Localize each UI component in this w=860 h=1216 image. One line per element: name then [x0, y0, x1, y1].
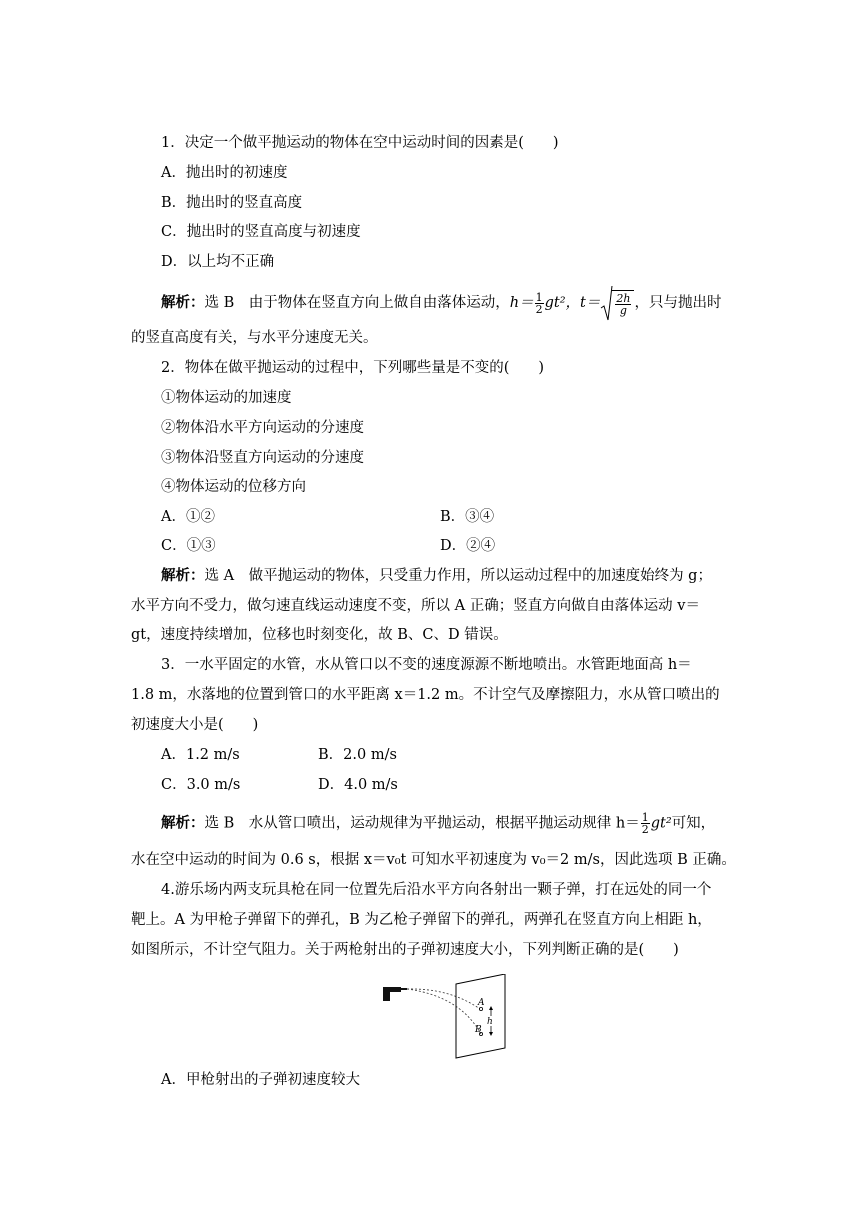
- q3-option-d: D．4.0 m/s: [318, 777, 398, 793]
- analysis-label: 解析：: [161, 567, 205, 584]
- q4-stem-line3: 如图所示，不计空气阻力。关于两枪射出的子弹初速度大小，下列判断正确的是( ): [131, 942, 679, 958]
- fraction-half: $\frac{1}{2}$: [535, 290, 543, 316]
- q2-option-a: A．①②: [161, 509, 215, 525]
- q1-option-b: B．抛出时的竖直高度: [161, 195, 303, 211]
- q2-option-b: B．③④: [440, 509, 495, 525]
- q2-item-3: ③物体沿竖直方向运动的分速度: [161, 450, 364, 466]
- q3-option-c: C．3.0 m/s: [161, 777, 241, 793]
- q2-analysis-line3: gt，速度持续增加，位移也时刻变化，故 B、C、D 错误。: [131, 627, 508, 643]
- formula-t: ，t＝: [565, 295, 601, 311]
- q2-analysis-line2: 水平方向不受力，做匀速直线运动速度不变，所以 A 正确；竖直方向做自由落体运动 v＝: [131, 598, 700, 614]
- q2-item-2: ②物体沿水平方向运动的分速度: [161, 420, 364, 436]
- q2-item-1: ①物体运动的加速度: [161, 390, 292, 406]
- q1-option-a: A．抛出时的初速度: [161, 165, 288, 181]
- q3-analysis-line2: 水在空中运动的时间为 0.6 s，根据 x＝v₀t 可知水平初速度为 v₀＝2 m/s，因此选项 B 正确。: [131, 852, 736, 868]
- q1-option-d: D．以上均不正确: [161, 254, 275, 270]
- q1-analysis-line2: 的竖直高度有关，与水平分速度无关。: [131, 330, 378, 346]
- analysis-label: 解析：: [161, 814, 205, 832]
- label-a: A: [478, 998, 485, 1008]
- label-h: h: [487, 1017, 493, 1027]
- q3-stem-line1: 3．一水平固定的水管，水从管口以不变的速度源源不断地喷出。水管距地面高 h＝: [161, 657, 692, 673]
- q4-stem-line1: 4.游乐场内两支玩具枪在同一位置先后沿水平方向各射出一颗子弹，打在远处的同一个: [161, 882, 712, 898]
- analysis-text: 选 B 由于物体在竖直方向上做自由落体运动，: [204, 295, 510, 311]
- fraction-half: $\frac{1}{2}$: [641, 811, 649, 836]
- toy-gun-target-figure: [380, 974, 540, 1060]
- q1-stem: 1．决定一个做平抛运动的物体在空中运动时间的因素是( ): [161, 135, 559, 151]
- q3-option-b: B．2.0 m/s: [318, 747, 397, 763]
- formula-h: h＝: [509, 295, 534, 311]
- q1-analysis-line1: [161, 290, 721, 316]
- q3-option-a: A．1.2 m/s: [161, 747, 240, 763]
- q2-item-4: ④物体运动的位移方向: [161, 479, 306, 495]
- analysis-label: 解析：: [161, 294, 205, 311]
- sqrt-sign-icon: [600, 286, 613, 322]
- q3-stem-line3: 初速度大小是( ): [131, 717, 259, 733]
- q3-stem-line2: 1.8 m，水落地的位置到管口的水平距离 x＝1.2 m。不计空气及摩擦阻力，水从管口喷出的: [131, 687, 720, 703]
- analysis-text-tail: ，只与抛出时: [634, 295, 722, 311]
- q2-stem: 2．物体在做平抛运动的过程中，下列哪些量是不变的( ): [161, 360, 545, 376]
- trajectory-b: [407, 989, 481, 1034]
- q4-option-a: A．甲枪射出的子弹初速度较大: [161, 1072, 360, 1088]
- q1-option-c: C．抛出时的竖直高度与初速度: [161, 224, 361, 240]
- q2-analysis-line1: 解析：选 A 做平抛运动的物体，只受重力作用，所以运动过程中的加速度始终为 g；: [161, 567, 712, 584]
- formula-gt2: gt²: [544, 295, 566, 311]
- toy-gun-icon: [383, 987, 407, 1001]
- q4-stem-line2: 靶上。A 为甲枪子弹留下的弹孔，B 为乙枪子弹留下的弹孔，两弹孔在竖直方向上相距 h，: [131, 912, 712, 928]
- formula-gt2: gt²: [650, 815, 672, 832]
- q2-option-d: D．②④: [440, 538, 496, 554]
- q3-analysis-line1: 解析：选 B 水从管口喷出，运动规律为平抛运动，根据平抛运动规律 h＝ $\frac{1}{2}$ gt²可知，: [161, 811, 716, 836]
- label-b: B: [475, 1025, 482, 1035]
- target-board: [456, 974, 505, 1058]
- q2-option-c: C．①③: [161, 538, 216, 554]
- sqrt-formula: $\frac{2h}{g}$: [600, 290, 634, 316]
